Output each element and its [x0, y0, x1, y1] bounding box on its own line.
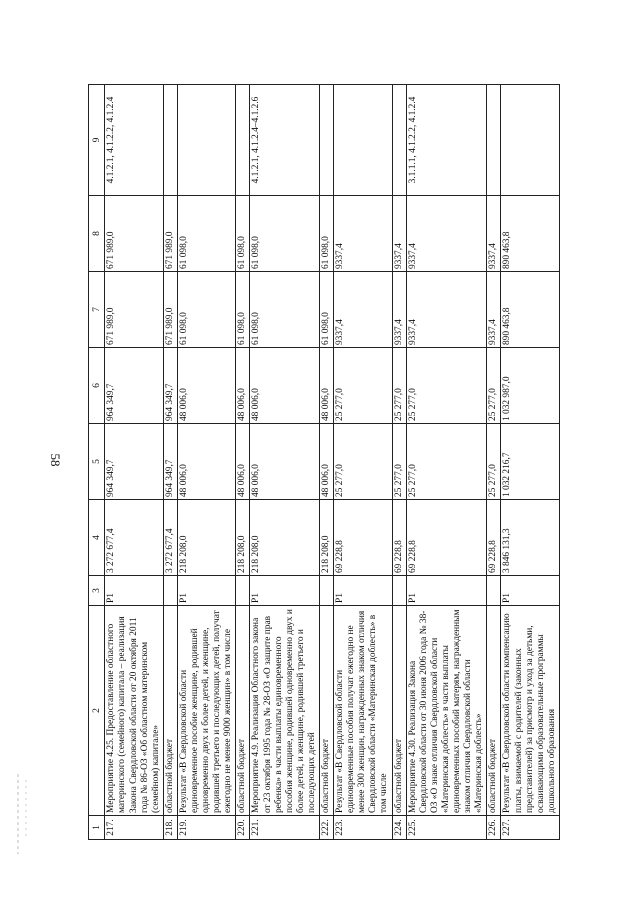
table-row [487, 85, 501, 840]
row-year-4: 61 098,0 [236, 196, 250, 272]
row-description: областной бюджет [320, 606, 334, 816]
row-year-3: 61 098,0 [250, 272, 320, 348]
row-number: 221. [250, 816, 320, 840]
row-year-4: 671 989,0 [163, 196, 177, 272]
row-target-refs [163, 85, 177, 196]
row-total: 218 208,0 [177, 500, 235, 576]
col-header: 1 [89, 816, 105, 840]
row-number: 224. [392, 816, 406, 840]
row-year-1: 48 006,0 [236, 424, 250, 500]
table-row [236, 85, 250, 840]
row-target-refs [334, 85, 392, 196]
row-year-4: 890 463,8 [501, 196, 559, 272]
table-row [177, 85, 235, 840]
row-description: областной бюджет [163, 606, 177, 816]
budget-table [88, 84, 560, 840]
row-number: 217. [105, 816, 163, 840]
row-year-2: 48 006,0 [236, 348, 250, 424]
table-row [105, 85, 163, 840]
row-number: 222. [320, 816, 334, 840]
row-year-3: 9337,4 [392, 272, 406, 348]
row-target-refs [320, 85, 334, 196]
row-description: областной бюджет [392, 606, 406, 816]
row-number: 220. [236, 816, 250, 840]
row-description: Результат «В Свердловской области единовременное пособие женщине, родившей одновременно двух и более детей, и женщине, родившей третьего и последующих детей, получат ежегодно не менее 9000 женщин» в том числе [177, 606, 235, 816]
row-year-1: 1 032 216,7 [501, 424, 559, 500]
row-year-1: 25 277,0 [406, 424, 487, 500]
row-code: Р1 [177, 576, 235, 606]
table-row [406, 85, 487, 840]
row-total: 69 228,8 [392, 500, 406, 576]
row-year-3: 61 098,0 [177, 272, 235, 348]
row-year-2: 48 006,0 [320, 348, 334, 424]
row-total: 69 228,8 [334, 500, 392, 576]
row-description: Результат «В Свердловской области единовременные пособия получат ежегодно не менее 300 женщин, награжденных знаком отличия Свердловской области «Материнская доблесть» в том числе [334, 606, 392, 816]
row-year-3: 61 098,0 [320, 272, 334, 348]
row-year-3: 61 098,0 [236, 272, 250, 348]
col-header: 9 [89, 85, 105, 196]
header-row [89, 85, 105, 840]
col-header: 3 [89, 576, 105, 606]
row-year-4: 9337,4 [334, 196, 392, 272]
table-row [392, 85, 406, 840]
row-target-refs [236, 85, 250, 196]
row-year-1: 25 277,0 [334, 424, 392, 500]
table-row [250, 85, 320, 840]
row-year-2: 964 349,7 [163, 348, 177, 424]
row-target-refs [177, 85, 235, 196]
row-number: 225. [406, 816, 487, 840]
col-header: 6 [89, 348, 105, 424]
row-target-refs: 3.1.1.1, 4.1.2.2, 4.1.2.4 [406, 85, 487, 196]
col-header: 4 [89, 500, 105, 576]
row-code [236, 576, 250, 606]
row-total: 69 228,8 [406, 500, 487, 576]
row-target-refs [501, 85, 559, 196]
row-year-3: 890 463,8 [501, 272, 559, 348]
table-row [334, 85, 392, 840]
row-year-2: 25 277,0 [334, 348, 392, 424]
row-year-3: 9337,4 [487, 272, 501, 348]
row-year-2: 964 349,7 [105, 348, 163, 424]
row-description: Результат «В Свердловской области компенсацию платы, взимаемой с родителей (законных представителей) за присмотр и уход за детьми, осваивающими образовательные программы дошкольного образования [501, 606, 559, 816]
row-total: 3 272 677,4 [105, 500, 163, 576]
row-target-refs: 4.1.2.1, 4.1.2.4–4.1.2.6 [250, 85, 320, 196]
col-header: 5 [89, 424, 105, 500]
row-code: Р1 [501, 576, 559, 606]
row-year-4: 61 098,0 [320, 196, 334, 272]
row-total: 218 208,0 [250, 500, 320, 576]
row-code: Р1 [406, 576, 487, 606]
row-number: 223. [334, 816, 392, 840]
row-year-4: 61 098,0 [250, 196, 320, 272]
row-number: 219. [177, 816, 235, 840]
row-description: Мероприятие 4.30. Реализация Закона Свердловской области от 30 июня 2006 года № 38-ОЗ «О знаке отличия Свердловской области «Материнская доблесть» в части выплаты единовременных пособий матерям, награжденным знаком отличия Свердловской области «Материнская доблесть» [406, 606, 487, 816]
row-year-3: 671 989,0 [105, 272, 163, 348]
row-year-2: 25 277,0 [406, 348, 487, 424]
page-number: 58 [48, 453, 63, 467]
row-code [392, 576, 406, 606]
row-code: Р1 [334, 576, 392, 606]
row-code: Р1 [250, 576, 320, 606]
row-description: Мероприятие 4.25. Предоставление областного материнского (семейного) капитала – реализация Закона Свердловской области от 20 октября 2011 года № 86-ОЗ «Об областном материнском (семейном) капитале» [105, 606, 163, 816]
row-description: областной бюджет [236, 606, 250, 816]
row-total: 218 208,0 [236, 500, 250, 576]
row-number: 218. [163, 816, 177, 840]
row-total: 3 272 677,4 [163, 500, 177, 576]
row-year-4: 671 989,0 [105, 196, 163, 272]
row-year-1: 48 006,0 [177, 424, 235, 500]
row-year-1: 25 277,0 [392, 424, 406, 500]
row-year-3: 9337,4 [406, 272, 487, 348]
row-year-1: 48 006,0 [320, 424, 334, 500]
row-number: 227. [501, 816, 559, 840]
row-target-refs [392, 85, 406, 196]
row-year-2: 1 032 987,0 [501, 348, 559, 424]
row-year-3: 9337,4 [334, 272, 392, 348]
row-year-4: 9337,4 [392, 196, 406, 272]
row-year-2: 25 277,0 [392, 348, 406, 424]
col-header: 2 [89, 606, 105, 816]
row-year-3: 671 989,0 [163, 272, 177, 348]
col-header: 8 [89, 196, 105, 272]
row-year-4: 61 098,0 [177, 196, 235, 272]
row-year-4: 9337,4 [406, 196, 487, 272]
table-row [320, 85, 334, 840]
row-number: 226. [487, 816, 501, 840]
row-year-2: 48 006,0 [250, 348, 320, 424]
table-row [501, 85, 559, 840]
row-code [163, 576, 177, 606]
row-target-refs: 4.1.2.1, 4.1.2.2, 4.1.2.4 [105, 85, 163, 196]
row-year-1: 48 006,0 [250, 424, 320, 500]
row-year-4: 9337,4 [487, 196, 501, 272]
row-year-2: 25 277,0 [487, 348, 501, 424]
col-header: 7 [89, 272, 105, 348]
row-description: Мероприятие 4.9. Реализация Областного закона от 23 октября 1995 года № 28-ОЗ «О защите прав ребенка» в части выплаты единовременного пособия женщине, родившей одновременно двух и более детей, и женщине, родившей третьего и последующих детей [250, 606, 320, 816]
row-code [320, 576, 334, 606]
row-code [487, 576, 501, 606]
scan-artifact [12, 770, 32, 860]
row-year-1: 964 349,7 [163, 424, 177, 500]
row-description: областной бюджет [487, 606, 501, 816]
rotated-page [88, 85, 603, 840]
row-target-refs [487, 85, 501, 196]
row-code: Р1 [105, 576, 163, 606]
row-total: 3 846 131,3 [501, 500, 559, 576]
row-year-1: 25 277,0 [487, 424, 501, 500]
row-total: 218 208,0 [320, 500, 334, 576]
row-total: 69 228,8 [487, 500, 501, 576]
row-year-2: 48 006,0 [177, 348, 235, 424]
row-year-1: 964 349,7 [105, 424, 163, 500]
table-row [163, 85, 177, 840]
